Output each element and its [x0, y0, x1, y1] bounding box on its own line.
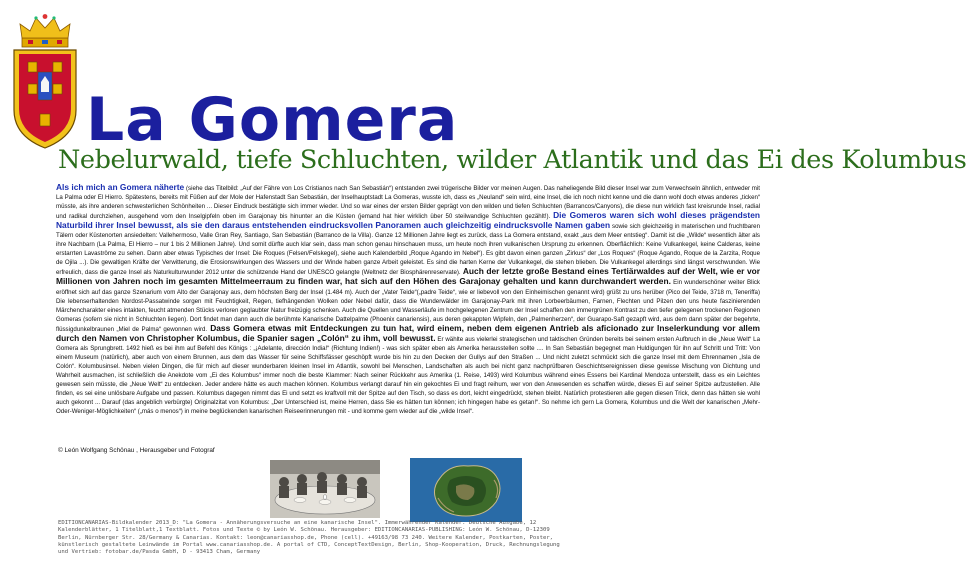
footer-line: Kalenderblätter, 1 Titelblatt,1 Textblatt. Fotos und Texte © by León W. Schönau. Herausgeber: EDITIONCANARIAS-PUBLISHING: León W. Schönau, D-12309 — [58, 527, 550, 534]
body-text: sowie sich gleichzeitig in materischen und fruchtbaren Tälern oder Küstenorten ansiedelten: Vallehermoso, Valle Gran Rey, Santiago, San Sebastián (Barranco de la Villa). Ganze 12 Millionen Jahre liegt es zurück, dass La Gomera entstand, exakt „aus dem Meer entstieg“. Damit ist die „Wilde“ wesentlich älter als ihre Nachbarn (La Palma, El Hierro – nur 1 bis 2 Millionen Jahre). Und somit dürfte auch klar sein, dass man schon genau hinschauen muss, um heute noch ihren vulkanischen Ursprung zu erkennen. Oberflächlich: Keine Vulkankegel, keine Calderas, keine erstarrten Lavaströme zu sehen. Dann aber etwas Typisches der Insel: Die Roques (Felsen/Felskegel), siehe auch Kalenderbild „Roque Agando im Nebel“). Es gibt davon einen ganzen „Zirkus“ der „Los Roques“ (Roque Agando, Roque de la Zarzita, Roque de Ojila ...). Die gewaltigen Kräfte der Verwitterung, die Erosionswirkungen des Wassers und der Winde haben ganze Arbeit geleistet. Es sind die harten Kerne der Vulkankegel, die stehen blieben. Die Vulkankegel allerdings sind längst verschwunden. Wie erfreulich, dass die ganze Insel als Naturkulturwunder 2012 unter die schützende Hand der UNESCO gelangte (Weltnetz der Biosphärenreservate). — [56, 223, 760, 277]
dining-scene-photo — [270, 460, 380, 518]
lead-heading: Als ich mich an Gomera näherte — [56, 182, 185, 192]
article-body — [56, 183, 760, 453]
footer-line: und Vertrieb: fotobar.de/Pasda GmbH, D - 93413 Cham, Germany — [58, 549, 261, 556]
coat-of-arms-logo — [8, 14, 82, 150]
page-subtitle: Nebelurwald, tiefe Schluchten, wilder Atlantik und das Ei des Kolumbus — [58, 145, 966, 175]
imprint-footer — [58, 520, 758, 556]
footer-line: künstlerisch gestaltete Leinwände im Portal www.canariasshop.de. A portal of CTD, ConceptTextDesign, Berlin, Shop-Kooperation, Druck, Rechnungslegung — [58, 541, 560, 548]
lead-heading: Dass Gomera etwas mit Entdeckungen zu tun hat, wird einem, neben dem eigenen Antrieb als aficionado zur Inselerkundung vor allem durch den Namen von Christopher Kolumbus, die Spanier sagen „Colón“ zu ihm, voll bewusst. — [56, 322, 760, 343]
page-title: La Gomera — [86, 85, 459, 155]
crown-icon — [20, 14, 70, 47]
photographer-credit: © León Wolfgang Schönau , Herausgeber und Fotograf — [58, 447, 215, 454]
body-text: Ein wunderschöner weiter Blick eröffnet sich auf das ganze Szenarium vom Alto der Garajonay aus, dem höchsten Berg der Insel (1.484 m). Auch der „Vater Teide“(„padre Teide“, wie er liebevoll von den Einheimischen genannt wird) grüßt zu uns herüber (Pico del Teide, 3718 m, Teneriffa) Die lebenserhaltenden Nordost-Passatwinde sorgen mit Feuchtigkeit, Regen, tiefhängenden Wolken oder Nebel dafür, dass die Wunderwälder im Garajonay-Park mit ihren Lorbeerbäumen, Farnen, Flechten und Pilzen den uns heute faszinierenden Märchencharakter eines intakten, feucht atmenden Stücks verloren geglaubter Natur freizügig schenken. Auch die Quellen und Wasserläufe im hochgelegenen Zentrum der Insel schaffen den immergrünen Kontrast zu den tiefer gelegenen trockenen Regionen Gomeras (sofern sie nicht in Schluchten liegen). Dort findet man dann auch die berühmte Kanarische Dattelpalme (Phoenix canariensis), aus deren gekappten Wipfeln, den „Palmenherzen“, der Guarapo-Saft gezapft wird, aus dem dann später der begehrte, flüssigdunkelbraunen „Miel de Palma“ gewonnen wird. — [56, 279, 761, 333]
lead-heading: Die Gomeros waren sich wohl dieses prägendsten Naturbild ihrer Insel bewusst, als sie den daraus entstehenden eindrucksvollen Panoramen auch gleichzeitig eindrucksvolle Namen gaben — [56, 210, 760, 231]
island-map-photo — [410, 458, 522, 522]
article-paragraph — [56, 183, 760, 416]
lead-heading: Auch der letzte große Bestand eines Tertiärwaldes auf der Welt, wie er vor Millionen von Jahren noch im gesamten Mittelmeerraum zu finden war, hat sich auf den Höhen des Garajonay gehalten und kann durchwandert werden. — [56, 266, 760, 287]
body-text: Er wählte aus vielerlei strategischen und taktischen Gründen bereits bei seinem ersten Aufbruch in die „Neue Welt“ La Gomera als Sprungbrett. 1492 hieß es bei ihm auf Befehl des Königs : „¡Adelante, dirección India!“ (Richtung Indien!) - was sich später eben als Amerika herausstellen sollte .... In San Sebastián begegnet man Huldigungen für ihn auf Schritt und Tritt: Von einem Museum (natürlich), aber auch von einem Brunnen, aus dem das Wasser für seine Schiffsfässer geschöpft wurde bis hin zu den Decken der Gullys auf den Straßen ... Und nicht zuletzt schmückt sich die ganze Insel mit dem Ehrennamen „Isla de Colón“. Kolumbusinsel. Neben vielen Dingen, die für mich auf dieser wunderbaren kleinen Insel im Atlantik, sowohl bei Menschen, Landschaften als auch bei nicht ganz nachprüfbaren Geschichtsereignissen diese gewisse Mischung von Dichtung und Wahrheit ausmachen, ist schließlich die Anekdote vom „Ei des Kolumbus“ immer noch die beste Klammer: Nach seiner Rückkehr aus Amerika (1. Reise, 1493) wird Kolumbus während eines Essens bei Kardinal Mendoza unterstellt, dass es ein Leichtes gewesen sein müsste, die „Neue Welt“ zu entdecken. Jeder andere hätte es auch machen können. Kolumbus verlangt darauf hin ein gekochtes Ei und fragt reihum, wer von den Anwesenden es schaffen würde, dieses Ei auf seiner Spitze aufzustellen. Alle finden, es sei eine unlösbare Aufgabe und passen. Kolumbus dagegen nimmt das Ei und setzt es kraftvoll mit der Spitze auf den Tisch, so dass es dort, leicht eingedrückt, stehen bleibt. Natürlich protestieren alle gegen diesen Trick, denn das hätten sie wohl auch gekonnt ... Darauf (das angeblich verbürgte) Originalzitat von Kolumbus: „Der Unterschied ist, meine Herren, dass Sie es hätten tun können; ich hingegen habe es getan!“. So nehme ich gern La Gomera, Kolumbus und die Welt der kanarischen „Mehr-Oder-Weniger-Möglichkeiten“ („más o menos“) in meine beglückenden kanarischen Reiseerinnerungen mit - und komme gern wieder auf die „wilde Insel“. — [56, 335, 760, 416]
footer-line: Berlin, Nürnberger Str. 28/Germany & Canarias. Kontakt: leon@canariasshop.de, Phone (cell). +49163/98 73 240. Weitere Kalender, Postkarten, Poster, — [58, 534, 554, 541]
footer-line: EDITIONCANARIAS-Bildkalender 2013_D: "La Gomera - Annäherungsversuche an eine kanarische Insel". Immerwährender Kalender. Deutsche Ausgabe, 12 — [58, 520, 537, 526]
body-text: (siehe das Titelbild: „Auf der Fähre von Los Cristianos nach San Sebastián“) entstanden zwei trügerische Bilder vor meinen Augen. Das naheliegende Bild dieser Insel war zum Verwechseln ähnlich, entweder mit La Palma oder El Hierro. Spätestens, bereits mit Füßen auf der Mole der Hafenstadt San Sebastián, der Inselhauptstadt La Gomeras, wusste ich, dass es „Neuland“ sein wird, eine Insel, die ich noch nicht kenne und die dann wohl doch etwas anderes „ticken“ müsste, als ihre anderen schwesterlichen Schönheiten ... Dieser Eindruck bestätigte sich immer wieder. Und so war eines der ersten Bilder geprägt von den wilden und tiefen Schluchten (Barrancos/Canyons), die diese nun wirklich fast kreisrunde Insel, radial und radikal durchziehen, ausgehend vom den Inselgipfeln oben im Garajonay bis hinunter an die Küsten (jemand hat hier wirklich über 50 steilwandige Schluchten gezählt!). — [56, 185, 760, 221]
